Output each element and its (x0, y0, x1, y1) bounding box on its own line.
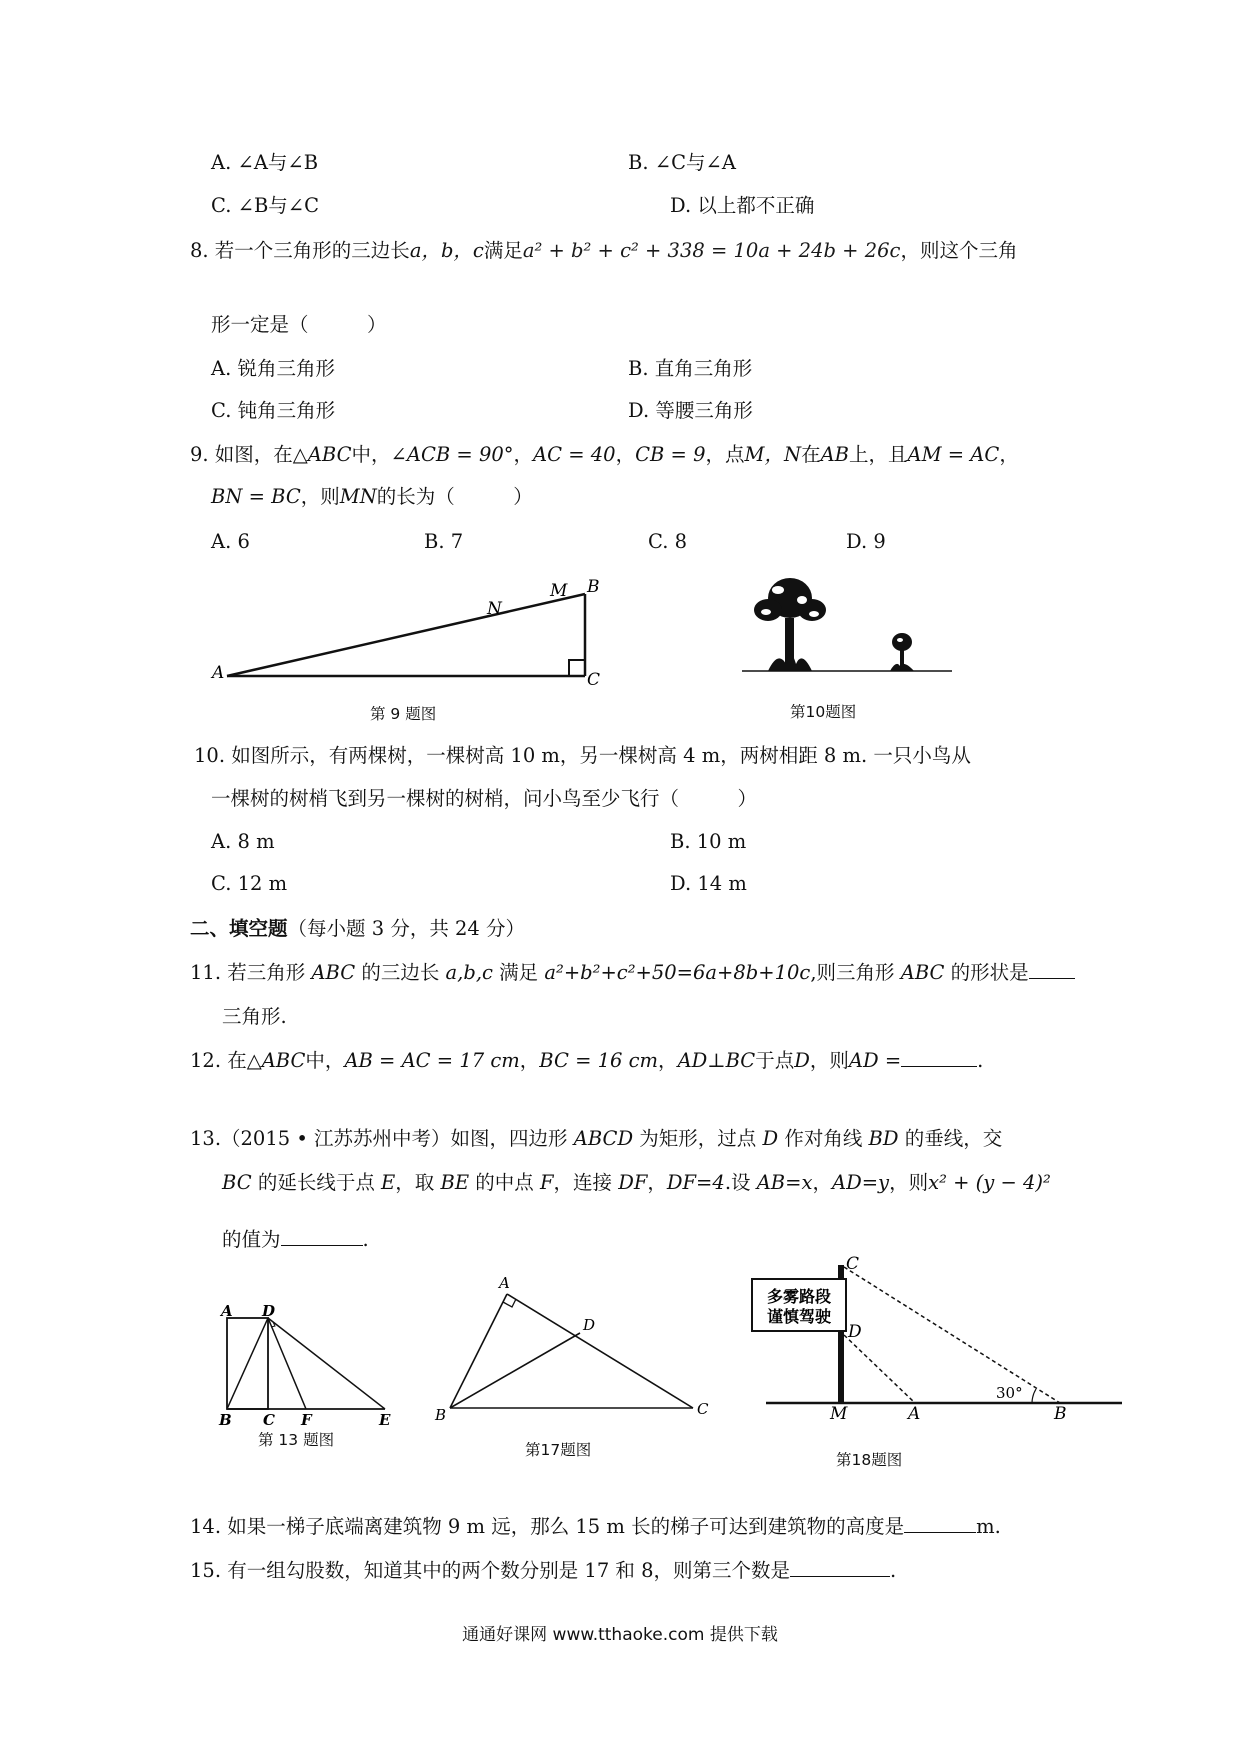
q9-mn2: MN (339, 485, 377, 508)
q9-text: 中， (351, 443, 391, 466)
q14-text-end: m. (976, 1515, 1001, 1538)
q17-label-d: D (583, 1316, 596, 1334)
q8-stem-end: ，则这个三角 (900, 239, 1018, 262)
q13-line-de (268, 1318, 385, 1409)
q9-text: 在 (801, 443, 821, 466)
q17-side-ac (507, 1294, 693, 1408)
q9-option-a: A. 6 (211, 530, 250, 553)
q7-option-d: D. 以上都不正确 (670, 194, 815, 217)
q13-expression: x² + (y − 4)² (928, 1171, 1051, 1194)
q18-label-d: D (848, 1322, 862, 1342)
q12-text: ， (658, 1049, 678, 1072)
q13-e: E (381, 1171, 396, 1194)
q18-label-a: A (908, 1404, 921, 1420)
q13-text: 作对角线 (778, 1127, 869, 1150)
q8-stem-mid: 满足 (483, 239, 523, 262)
q15-text: 15. 有一组勾股数，知道其中的两个数分别是 17 和 8，则第三个数是 (190, 1559, 791, 1582)
q12-tri: ABC (261, 1049, 306, 1072)
q13-label-c: C (263, 1411, 275, 1429)
q13-text: 为矩形，过点 (633, 1127, 763, 1150)
q9-text: ，则 (300, 485, 340, 508)
q9-label-n: N (487, 599, 502, 619)
q13-text: ，则 (889, 1171, 929, 1194)
q9-ac: AC = 40 (533, 443, 616, 466)
q11-stem-line1 (190, 960, 1075, 986)
q17-right-angle-mark (503, 1299, 516, 1307)
q13-label-e: E (379, 1411, 391, 1429)
q11-text: ,则三角形 (810, 961, 901, 984)
q11-answer-blank[interactable] (1029, 960, 1075, 979)
q10-stem-line2: 一棵树的树梢飞到另一棵树的树梢，问小鸟至少飞行（ ） (211, 787, 758, 810)
q13-ady: AD=y (831, 1171, 890, 1194)
q7-option-b: B. ∠C与∠A (628, 151, 736, 174)
q8-option-a: A. 锐角三角形 (211, 357, 335, 380)
q9-cb: CB = 9 (635, 443, 706, 466)
q12-text: 中， (305, 1049, 345, 1072)
q9-option-b: B. 7 (424, 530, 464, 553)
q9-text: 9. 如图，在△ (190, 443, 308, 466)
q18-figure-caption: 第18题图 (836, 1451, 903, 1469)
q18-angle-arc (1032, 1389, 1036, 1403)
q13-label-b: B (219, 1411, 232, 1429)
q9-tri: ABC (307, 443, 352, 466)
q13-df: DF (618, 1171, 648, 1194)
q13-text: 的垂线，交 (898, 1127, 1003, 1150)
q10-option-b: B. 10 m (670, 830, 747, 853)
q7-option-c: C. ∠B与∠C (211, 194, 320, 217)
q13-bd: BD (868, 1127, 899, 1150)
q14-text: 14. 如果一梯子底端离建筑物 9 m 远，那么 15 m 长的梯子可达到建筑物的高度是 (190, 1515, 905, 1538)
q15-text-end: . (890, 1559, 897, 1582)
q18-angle-label: 30° (996, 1384, 1023, 1402)
q12-bc: BC = 16 cm (539, 1049, 659, 1072)
q11-stem-line2: 三角形. (222, 1005, 287, 1028)
q13-text: .设 (724, 1171, 757, 1194)
q8-stem-line1 (190, 238, 1017, 264)
q12-text: 12. 在△ (190, 1049, 262, 1072)
q9-stem-line2 (211, 484, 533, 510)
q10-tall-tree (754, 578, 826, 671)
q9-side-ab (227, 594, 585, 676)
q12-text: 于点 (755, 1049, 795, 1072)
q13-be: BE (440, 1171, 470, 1194)
q18-line-cb (844, 1267, 1060, 1403)
q11-text: 的形状是 (944, 961, 1029, 984)
q10-option-c: C. 12 m (211, 872, 288, 895)
q13-text: ，连接 (553, 1171, 619, 1194)
q9-text: 的长为（ ） (376, 485, 533, 508)
q18-figure (750, 1255, 1130, 1420)
q9-text: ， (999, 443, 1019, 466)
q12-ad2: AD = (848, 1049, 902, 1072)
q18-label-b: B (1054, 1404, 1067, 1420)
q9-text: 上，且 (849, 443, 908, 466)
q9-mn: M，N (744, 443, 802, 466)
q13-figure-caption: 第 13 题图 (258, 1431, 335, 1449)
q11-abc: ABC (311, 961, 356, 984)
q17-figure-caption: 第17题图 (525, 1441, 592, 1459)
q7-option-a: A. ∠A与∠B (211, 151, 319, 174)
q13-df4: DF=4 (666, 1171, 725, 1194)
q10-stem-line1: 10. 如图所示，有两棵树，一棵树高 10 m，另一棵树高 4 m，两树相距 8 m. 一只小鸟从 (194, 744, 971, 767)
q9-ab: AB (820, 443, 849, 466)
q13-f: F (539, 1171, 554, 1194)
q13-text: . (362, 1228, 369, 1251)
q9-label-a: A (212, 663, 225, 683)
q9-label-b: B (587, 577, 600, 597)
q9-bn: BN = BC (211, 485, 301, 508)
q9-label-m: M (550, 581, 568, 601)
q13-stem-line2 (222, 1170, 1051, 1196)
q9-label-c: C (587, 670, 601, 690)
q13-d: D (762, 1127, 779, 1150)
q13-figure (215, 1300, 395, 1430)
q18-line-da (844, 1335, 915, 1403)
q9-text: ，点 (705, 443, 745, 466)
q13-label-a: A (221, 1302, 233, 1320)
q9-option-d: D. 9 (846, 530, 886, 553)
q8-option-d: D. 等腰三角形 (628, 399, 753, 422)
q8-stem-text: 8. 若一个三角形的三边长 (190, 239, 410, 262)
q13-label-d: D (262, 1302, 276, 1320)
q13-answer-blank[interactable] (281, 1227, 363, 1246)
q13-text: ， (647, 1171, 667, 1194)
q12-answer-blank[interactable] (901, 1048, 977, 1067)
q13-diagonal-bd (227, 1318, 268, 1409)
q9-option-c: C. 8 (648, 530, 688, 553)
q12-text: ， (519, 1049, 540, 1072)
q9-angle: ∠ACB = 90° (390, 443, 514, 466)
q10-figure-caption: 第10题图 (790, 703, 857, 721)
q12-abac: AB = AC = 17 cm (344, 1049, 520, 1072)
q18-sign-text-2: 谨慎驾驶 (766, 1307, 832, 1326)
q13-text: 的中点 (469, 1171, 540, 1194)
q13-abx: AB=x (756, 1171, 813, 1194)
section-2-note: （每小题 3 分，共 24 分） (287, 917, 526, 940)
q9-amac: AM = AC (907, 443, 1000, 466)
q8-option-c: C. 钝角三角形 (211, 399, 336, 422)
q11-equation: a²+b²+c²+50=6a+8b+10c (544, 961, 811, 984)
q9-figure (200, 570, 620, 690)
q13-text: 13.（2015 • 江苏苏州中考）如图，四边形 (190, 1127, 574, 1150)
q13-bc: BC (222, 1171, 252, 1194)
q13-text: 的值为 (222, 1228, 281, 1251)
q11-text: 11. 若三角形 (190, 961, 312, 984)
q14-stem (190, 1514, 1001, 1540)
q12-ad: AD⊥BC (677, 1049, 756, 1072)
q18-label-m: M (830, 1404, 848, 1420)
q13-stem-line1 (190, 1126, 1002, 1152)
q15-stem (190, 1558, 896, 1584)
q12-stem (190, 1048, 983, 1074)
q18-sign-text-1: 多雾路段 (766, 1287, 832, 1306)
q13-text: ，取 (395, 1171, 441, 1194)
q12-text: ，则 (809, 1049, 849, 1072)
q9-stem-line1 (190, 442, 1019, 468)
q18-label-c: C (846, 1255, 860, 1274)
q13-text: 的延长线于点 (251, 1171, 382, 1194)
q17-label-c: C (697, 1400, 709, 1418)
q9-text: ， (615, 443, 636, 466)
q10-short-tree (890, 633, 914, 671)
q14-answer-blank[interactable] (904, 1514, 976, 1533)
q11-abc2: ABC (900, 961, 945, 984)
q10-option-a: A. 8 m (211, 830, 275, 853)
q11-text: 的三边长 (355, 961, 446, 984)
page-footer: 通通好课网 www.tthaoke.com 提供下载 (462, 1625, 778, 1645)
q11-vars: a,b,c (445, 961, 493, 984)
q12-text: . (977, 1049, 984, 1072)
q17-label-a: A (499, 1274, 510, 1292)
q8-vars: a，b，c (409, 239, 484, 262)
q11-text: 满足 (492, 961, 545, 984)
section-2-title: 二、填空题 (190, 917, 288, 940)
q17-figure (425, 1270, 725, 1430)
q13-stem-line3 (222, 1227, 369, 1253)
q8-equation: a² + b² + c² + 338 = 10a + 24b + 26c (522, 239, 901, 262)
q12-d: D (794, 1049, 810, 1072)
q10-figure (740, 570, 970, 680)
q8-option-b: B. 直角三角形 (628, 357, 753, 380)
q15-answer-blank[interactable] (790, 1558, 890, 1577)
q13-line-df (268, 1318, 306, 1409)
q13-label-f: F (301, 1411, 312, 1429)
q9-text: ， (513, 443, 534, 466)
q10-option-d: D. 14 m (670, 872, 747, 895)
q13-abcd: ABCD (573, 1127, 634, 1150)
q13-text: ， (812, 1171, 832, 1194)
section-2-heading (190, 916, 525, 942)
q9-right-angle-mark (569, 660, 585, 676)
q17-label-b: B (435, 1406, 447, 1424)
q9-figure-caption: 第 9 题图 (370, 705, 437, 723)
q8-stem-line2: 形一定是（ ） (211, 313, 387, 336)
